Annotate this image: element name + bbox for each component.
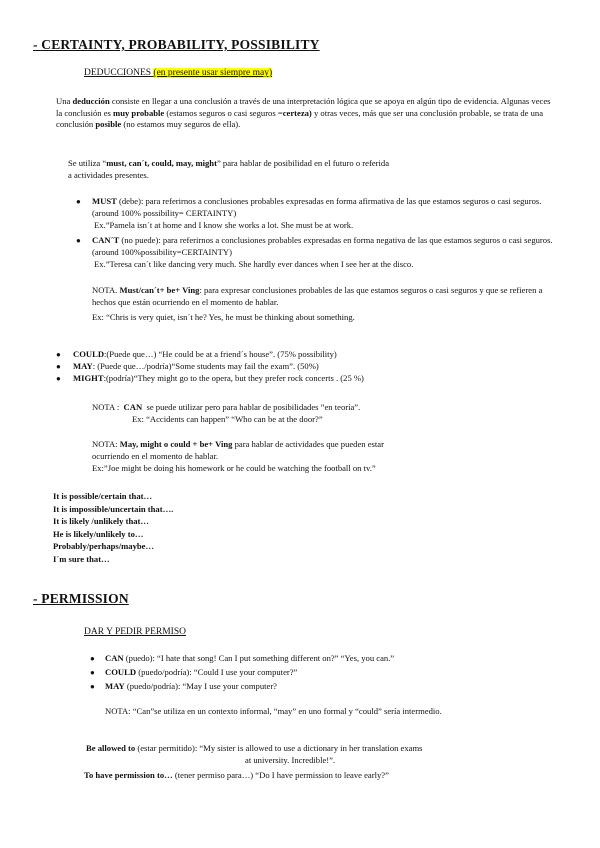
can-label: CAN <box>105 653 124 663</box>
could-text: (puedo/podría): “Could I use your computer?” <box>138 667 298 677</box>
bullet-icon: ● <box>56 374 61 383</box>
might-label: MIGHT <box>73 373 104 383</box>
nota-1 <box>92 285 564 308</box>
nota-2-example: Ex: “Accidents can happen” “Who can be at the door?” <box>132 414 323 424</box>
nota-2 <box>92 402 360 414</box>
could-label: COULD <box>73 349 105 359</box>
might-text: :(podría)“They might go to the opera, but they prefer rock concerts . (25 %) <box>103 373 364 383</box>
allowed-bold: Be allowed to <box>86 743 136 753</box>
must-label: MUST <box>92 196 117 206</box>
uses-text: ” para hablar de posibilidad en el futuro o referida <box>216 158 390 168</box>
deducciones-highlight-note: (en presente usar siempre may) <box>153 68 273 78</box>
cant-label: CAN´T <box>92 235 120 245</box>
must-example: Ex.”Pamela isn´t at home and I know she works a lot. She must be at work. <box>94 220 354 230</box>
intro-bold: deducción <box>72 96 110 106</box>
could-text: :(Puede que…) “He could be at a friend´s house”. (75% possibility) <box>104 349 337 359</box>
nota-label: NOTA : <box>92 402 120 412</box>
intro-text: y otras veces, más que ser una conclusión probable, se trata de una conclusión <box>56 107 544 130</box>
must-text: (debe): para referirnos a conclusiones probables expresadas en forma afirmativa de las que estamos seguros o casi seguros. (around 100% possibility= CERTAINTY) <box>92 196 542 218</box>
might-item <box>73 373 364 385</box>
may-item <box>73 361 319 373</box>
uses-bold: must, can´t, could, may, might <box>106 158 217 168</box>
bullet-icon: ● <box>76 236 81 245</box>
permission-bold: To have permission to… <box>84 770 173 780</box>
phrase-item: He is likely/unlikely to… <box>53 528 144 539</box>
can-text: (puedo): “I hate that song! Can I put something different on?” “Yes, you can.” <box>125 653 395 663</box>
be-allowed-to-line <box>86 743 423 755</box>
nota-3-example: Ex:”Joe might be doing his homework or he could be watching the football on tv.” <box>92 463 376 473</box>
subheading-deducciones <box>84 68 272 78</box>
intro-text: consiste en llegar a una conclusión a través de una interpretación lógica que se apoya en algún tipo de evidencia. Algunas veces la conclusión es <box>56 96 551 118</box>
phrase-item: It is possible/certain that… <box>53 491 153 501</box>
bullet-icon: ● <box>76 197 81 206</box>
uses-text: Se utiliza “ <box>68 158 107 168</box>
nota-bold: Must/can´t+ be+ Ving <box>119 285 200 295</box>
may-label: MAY <box>105 681 125 691</box>
uses-line-2: a actividades presentes. <box>68 170 149 180</box>
nota-bold: CAN <box>123 402 143 412</box>
bullet-icon: ● <box>56 350 61 359</box>
intro-text: (estamos seguros o casi seguros = <box>166 107 283 118</box>
perm-could-item <box>105 667 297 679</box>
section-title-certainty: - CERTAINTY, PROBABILITY, POSSIBILITY <box>33 37 320 52</box>
bullet-icon: ● <box>90 682 95 691</box>
phrase-item: It is impossible/uncertain that…. <box>53 503 174 514</box>
nota-label: NOTA. <box>92 285 118 295</box>
bullet-icon: ● <box>56 362 61 371</box>
phrases-list <box>53 490 173 566</box>
have-permission-line <box>84 770 389 782</box>
intro-bold: posible <box>95 119 122 130</box>
nota-1-example: Ex: “Chris is very quiet, isn´t he? Yes, he must be thinking about something. <box>92 312 355 322</box>
intro-bold: certeza) <box>282 107 312 118</box>
intro-text: Una <box>56 96 71 106</box>
be-allowed-to-line-2: at university. Incredible!”. <box>245 755 336 765</box>
perm-nota: NOTA: “Can”se utiliza en un contexto informal, “may” en uno formal y “could” sería intermedio. <box>105 706 442 716</box>
perm-can-item <box>105 653 394 665</box>
bullet-icon: ● <box>90 668 95 677</box>
cant-example: Ex.”Teresa can´t like dancing very much. She hardly ever dances when I see her at the disco. <box>94 259 414 269</box>
intro-paragraph <box>56 96 556 131</box>
intro-bold: muy probable <box>113 107 165 118</box>
subheading-dar-pedir-permiso: DAR Y PEDIR PERMISO <box>84 627 186 637</box>
section-title-permission: - PERMISSION <box>33 591 129 606</box>
permission-text: (tener permiso para…) “Do I have permission to leave early?” <box>174 770 389 780</box>
perm-may-item <box>105 681 277 693</box>
nota-3-line-2: ocurriendo en el momento de hablar. <box>92 451 218 461</box>
phrase-item: It is likely /unlikely that… <box>53 516 149 527</box>
nota-label: NOTA: <box>92 439 118 449</box>
cant-item <box>92 235 562 258</box>
must-item <box>92 196 562 219</box>
could-label: COULD <box>105 667 137 677</box>
may-text: (puedo/podría): “May I use your computer? <box>126 681 277 691</box>
nota-3 <box>92 439 384 451</box>
bullet-icon: ● <box>90 654 95 663</box>
uses-line-1 <box>68 158 389 170</box>
allowed-text: (estar permitido): “My sister is allowed to use a dictionary in her translation exams <box>137 743 423 753</box>
may-text: : (Puede que…/podría)“Some students may fail the exam”. (50%) <box>92 361 319 371</box>
deducciones-label: DEDUCCIONES <box>84 68 152 78</box>
could-item <box>73 349 337 361</box>
nota-text: para hablar de actividades que pueden estar <box>234 439 384 449</box>
nota-text: : para expresar conclusiones probables de las que estamos seguros o casi seguros y que se refieren a hechos que están ocurriendo en el momento de hablar. <box>92 285 543 307</box>
intro-text: (no estamos muy seguros de ella). <box>123 119 241 130</box>
nota-text: se puede utilizar pero para hablar de posibilidades ”en teoría”. <box>146 402 361 412</box>
cant-text: (no puede): para referirnos a conclusiones probables expresadas en forma negativa de las que estamos seguros o casi seguros. (around 100%possibility=CERTAINTY) <box>92 235 553 257</box>
phrase-item: I´m sure that… <box>53 553 110 564</box>
phrase-item: Probably/perhaps/maybe… <box>53 541 155 552</box>
may-label: MAY <box>73 361 93 371</box>
nota-bold: May, might o could + be+ Ving <box>119 439 233 449</box>
